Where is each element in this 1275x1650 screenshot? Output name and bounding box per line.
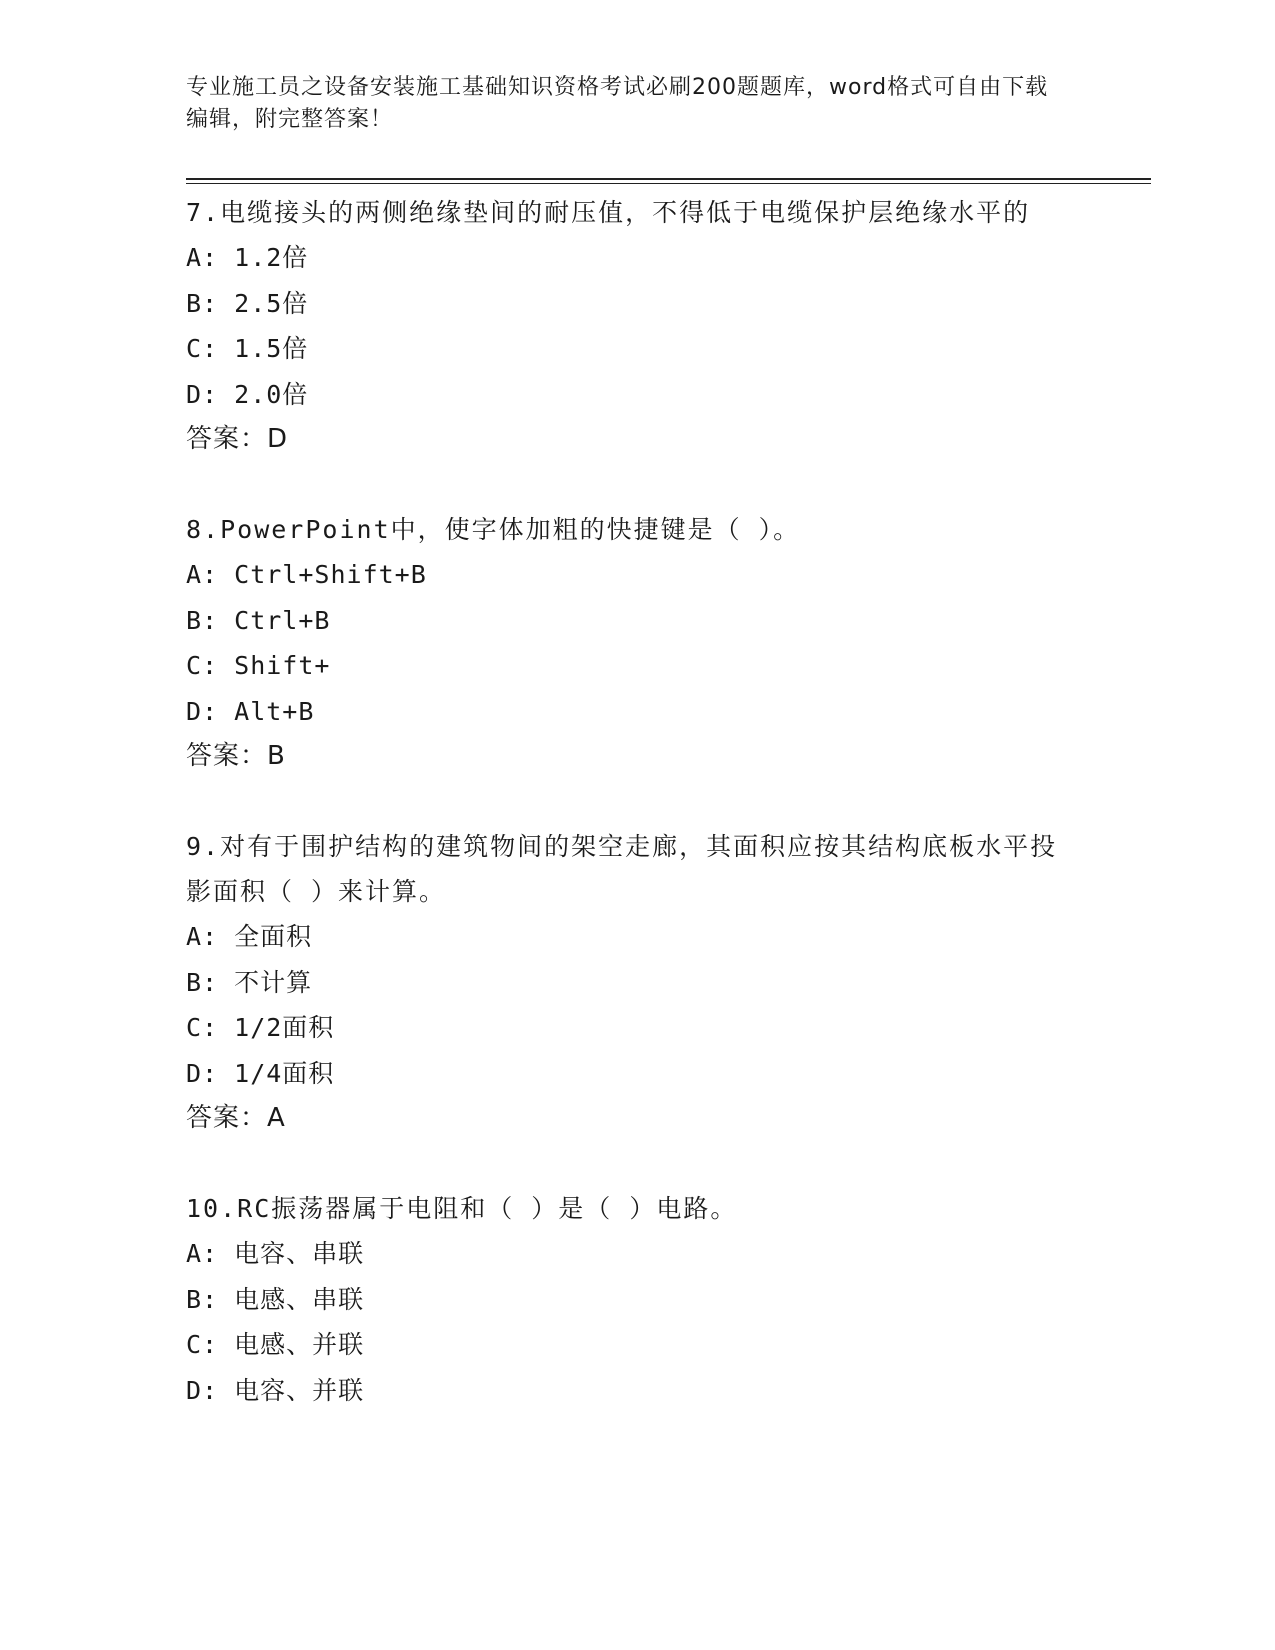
- header-divider-thin: [186, 183, 1151, 184]
- option-c: C: 1.5倍: [186, 334, 309, 363]
- question-text: 8.PowerPoint中，使字体加粗的快捷键是（ ）。: [186, 515, 801, 544]
- question-9: [186, 824, 1066, 1141]
- question-text: 9.对有于围护结构的建筑物间的架空走廊，其面积应按其结构底板水平投影面积（ ）来计算。: [186, 832, 1058, 906]
- option-b: B: 不计算: [186, 967, 313, 997]
- answer: 答案：B: [186, 741, 286, 771]
- header-divider-thick: [186, 178, 1151, 180]
- option-b: B: Ctrl+B: [186, 605, 331, 635]
- option-d: D: 1/4面积: [186, 1058, 335, 1088]
- question-list: [186, 190, 1066, 1458]
- option-b: B: 电感、串联: [186, 1284, 365, 1314]
- option-a: A: 1.2倍: [186, 243, 309, 272]
- answer: 答案：D: [186, 424, 289, 454]
- option-b: B: 2.5倍: [186, 288, 309, 318]
- question-text: 7.电缆接头的两侧绝缘垫间的耐压值，不得低于电缆保护层绝缘水平的: [186, 198, 1031, 227]
- option-d: D: 2.0倍: [186, 379, 309, 409]
- question-7: [186, 190, 1066, 462]
- option-a: A: 全面积: [186, 922, 313, 951]
- question-text: 10.RC振荡器属于电阻和（ ）是（ ）电路。: [186, 1194, 738, 1223]
- option-c: C: 电感、并联: [186, 1330, 365, 1359]
- question-8: [186, 507, 1066, 779]
- question-10: [186, 1186, 1066, 1413]
- option-c: C: 1/2面积: [186, 1013, 335, 1042]
- answer: 答案：A: [186, 1103, 286, 1133]
- page-header: 专业施工员之设备安装施工基础知识资格考试必刷200题题库，word格式可自由下载编辑，附完整答案！: [186, 75, 1049, 132]
- option-a: A: 电容、串联: [186, 1239, 365, 1268]
- option-a: A: Ctrl+Shift+B: [186, 560, 427, 589]
- option-d: D: 电容、并联: [186, 1375, 365, 1405]
- option-d: D: Alt+B: [186, 696, 315, 726]
- option-c: C: Shift+: [186, 651, 331, 680]
